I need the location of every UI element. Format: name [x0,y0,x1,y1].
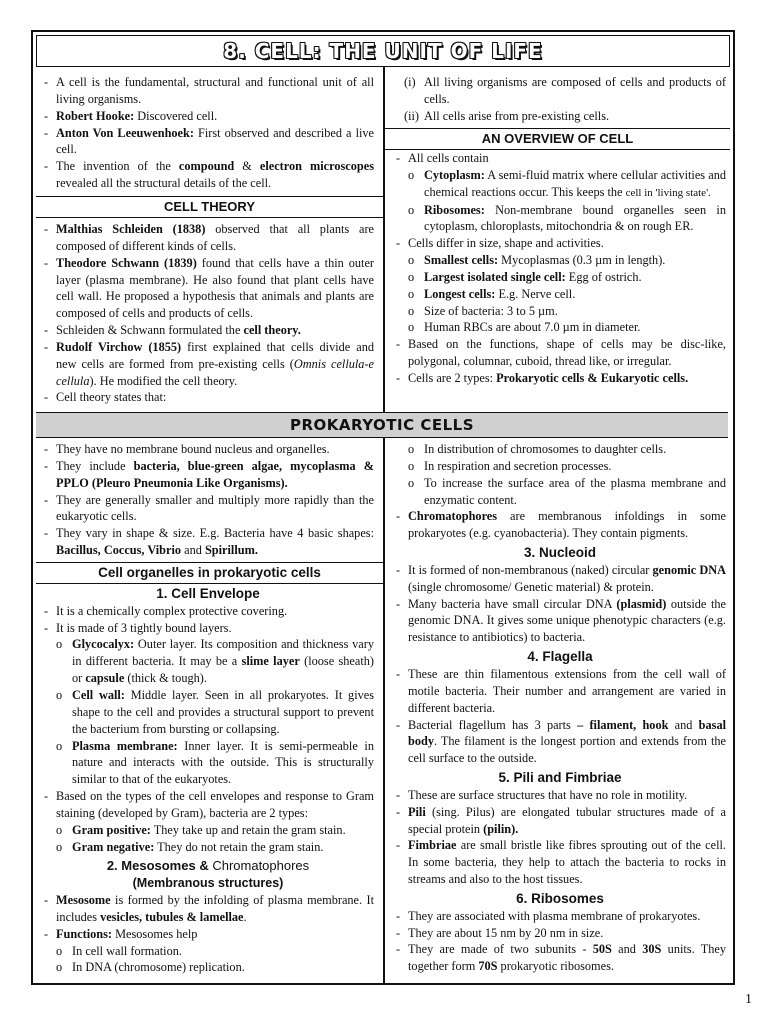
statement-item: (i) All living organisms are composed of cells and products of cells. [404,75,726,106]
cell-theory-statements [394,74,726,125]
envelope-layer: o Cell wall: Middle layer. Seen in all prokaryotes. It gives shape to the cell and provides a structural support to prevent the bacterium from bursting or collapsing. [42,687,374,738]
nucleoid-item: - It is formed of non-membranous (naked) circular genomic DNA (single chromosome/ Genetic material) & protein. [394,562,726,596]
cell-theory-section [42,196,374,406]
prokaryotic-heading: PROKARYOTIC CELLS [289,416,475,434]
envelope-item: - It is made of 3 tightly bound layers. [42,620,374,637]
cell-theory-item: - Rudolf Virchow (1855) first explained that cells divide and new cells are formed from pre-existing cells (Omnis cellula-e cellula). He modified the cell theory. [42,339,374,390]
pili-heading: 5. Pili and Fimbriae [498,770,622,786]
overview-heading: AN OVERVIEW OF CELL [385,128,730,150]
prokaryotic-column [42,441,374,976]
mesosome-function: o In DNA (chromosome) replication. [42,959,374,976]
ribosome-item: - They are about 15 nm by 20 nm in size. [394,925,726,942]
ribosomes-heading: 6. Ribosomes [516,890,604,906]
ribosome-item: - They are made of two subunits - 50S and 30S units. They together form 70S prokaryotic ribosomes. [394,941,726,975]
size-item: o Size of bacteria: 3 to 5 µm. [394,303,726,320]
overview-subitem: o Ribosomes: Non-membrane bound organelles seen in cytoplasm, chloroplasts, mitochondria & on rough ER. [394,202,726,236]
prokaryotic-item: - They are generally smaller and multiply more rapidly than the eukaryotic cells. [42,492,374,526]
overview-item: - Cells are 2 types: Prokaryotic cells & Eukaryotic cells. [394,370,726,387]
nucleoid-heading: 3. Nucleoid [523,545,596,561]
prokaryotic-item: - They vary in shape & size. E.g. Bacteria have 4 basic shapes: Bacillus, Coccus, Vibrio and Spirillum. [42,525,374,559]
envelope-heading: 1. Cell Envelope [156,585,260,601]
prokaryotic-item: - They have no membrane bound nucleus and organelles. [42,441,374,458]
page-number: 1 [745,992,752,1007]
mesosome-function: o In cell wall formation. [42,943,374,960]
overview-item: - Based on the functions, shape of cells may be disc-like, polygonal, columnar, cuboid, thread like, or irregular. [394,336,726,370]
intro-column [42,74,374,192]
mesosome-function: o In respiration and secretion processes. [394,458,726,475]
size-item: o Smallest cells: Mycoplasmas (0.3 µm in length). [394,252,726,269]
statement-item: (ii) All cells arise from pre-existing cells. [404,108,610,123]
flagella-heading: 4. Flagella [527,649,593,665]
flagella-item: - Bacterial flagellum has 3 parts – filament, hook and basal body. The filament is the longest portion and extends from the cell surface to the outside. [394,717,726,768]
cell-theory-item: - Schleiden & Schwann formulated the cell theory. [42,322,374,339]
mesosome-function: o In distribution of chromosomes to daughter cells. [394,441,726,458]
mesosome-item: - Mesosome is formed by the infolding of plasma membrane. It includes vesicles, tubules & lamellae. [42,892,374,926]
mesosome-item: - Functions: Mesosomes help [42,926,374,943]
pili-item: - Pili (sing. Pilus) are elongated tubular structures made of a special protein (pilin). [394,804,726,838]
mesosome-function: o To increase the surface area of the plasma membrane and enzymatic content. [394,475,726,509]
cell-theory-heading: CELL THEORY [36,196,383,218]
prokaryotic-band [36,412,728,438]
gram-item: - Based on the types of the cell envelopes and response to Gram staining (developed by Gram), bacteria are 2 types: [42,788,374,822]
title-box [36,35,730,67]
column-divider-top [383,67,385,412]
gram-type: o Gram negative: They do not retain the gram stain. [42,839,374,856]
size-item: o Human RBCs are about 7.0 µm in diameter. [394,319,726,336]
page-title: 8. CELL: THE UNIT OF LIFE [223,39,543,63]
chromatophore-item: - Chromatophores are membranous infoldings in some prokaryotes (e.g. cyanobacteria). They contain pigments. [394,508,726,542]
column-divider-bottom [383,438,385,985]
organelles-right-column [394,441,726,975]
gram-type: o Gram positive: They take up and retain the gram stain. [42,822,374,839]
ribosome-item: - They are associated with plasma membrane of prokaryotes. [394,908,726,925]
intro-item: - Robert Hooke: Discovered cell. [42,108,374,125]
organelles-heading: Cell organelles in prokaryotic cells [36,562,383,584]
intro-item: - The invention of the compound & electron microscopes revealed all the structural details of the cell. [42,158,374,192]
intro-item: - Anton Von Leeuwenhoek: First observed and described a live cell. [42,125,374,159]
cell-theory-item: - Cell theory states that: [42,389,374,406]
size-item: o Largest isolated single cell: Egg of ostrich. [394,269,726,286]
flagella-item: - These are thin filamentous extensions from the cell wall of motile bacteria. Their number and arrangement are varied in different bacteria. [394,666,726,717]
cell-theory-item: - Malthias Schleiden (1838) observed that all plants are composed of different kinds of cells. [42,221,374,255]
overview-item: - Cells differ in size, shape and activities. [394,235,726,252]
mesosomes-heading: 2. Mesosomes & Chromatophores [106,858,310,874]
envelope-layer: o Glycocalyx: Outer layer. Its composition and thickness vary in different bacteria. It may be a slime layer (loose sheath) or capsule (thick & tough). [42,636,374,687]
envelope-item: - It is a chemically complex protective covering. [42,603,374,620]
cell-theory-item: - Theodore Schwann (1839) found that cells have a thin outer layer (plasma membrane). He also found that plant cells have cell wall. He proposed a hypothesis that animals and plants are composed of cells and products of cells. [42,255,374,322]
intro-item: - A cell is the fundamental, structural and functional unit of all living organisms. [42,74,374,108]
overview-section [394,128,726,387]
mesosomes-subheading: (Membranous structures) [132,876,284,891]
nucleoid-item: - Many bacteria have small circular DNA (plasmid) outside the genomic DNA. It gives some unique phenotypic characters (e.g. resistance to antibiotics) to bacteria. [394,596,726,647]
pili-item: - These are surface structures that have no role in motility. [394,787,726,804]
size-item: o Longest cells: E.g. Nerve cell. [394,286,726,303]
envelope-layer: o Plasma membrane: Inner layer. It is semi-permeable in nature and interacts with the outside. This is structurally similar to that of the eukaryotes. [42,738,374,789]
prokaryotic-item: - They include bacteria, blue-green algae, mycoplasma & PPLO (Pleuro Pneumonia Like Organisms). [42,458,374,492]
overview-item: - All cells contain [394,150,726,167]
pili-item: - Fimbriae are small bristle like fibres sprouting out of the cell. In some bacteria, they help to attach the bacteria to rocks in streams and also to the host tissues. [394,837,726,888]
overview-subitem: o Cytoplasm: A semi-fluid matrix where cellular activities and chemical reactions occur. This keeps the cell in 'living state'. [394,167,726,202]
